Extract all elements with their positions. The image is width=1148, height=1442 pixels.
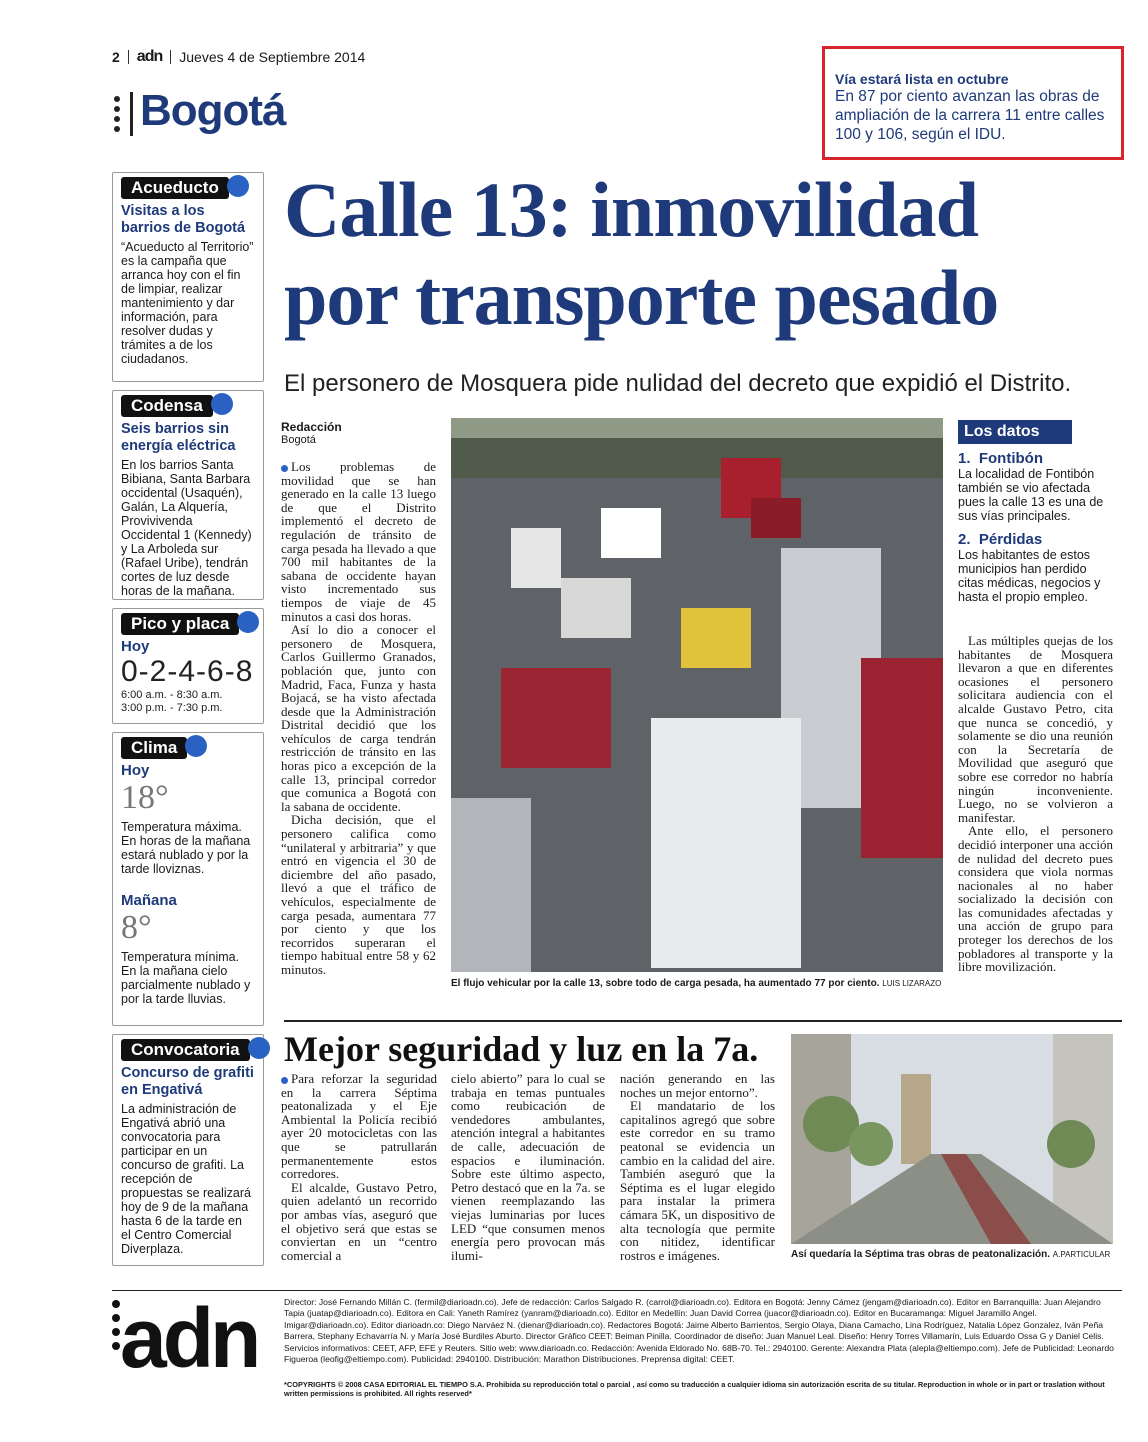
- acueducto-label: Acueducto: [121, 177, 229, 199]
- byline: Redacción: [281, 420, 342, 434]
- page-header: [112, 48, 365, 66]
- convocatoria-text: La administración de Engativá abrió una convocatoria para participar en un concurso de grafiti. La recepción de propuestas se realizará hoy de 9 de la mañana hasta 6 de la tarde en el Centro Comercial Diverplaza.: [121, 1102, 251, 1256]
- datos-item-2-text: Los habitantes de estos municipios han perdido citas médicas, negocios y hasta el propio empleo.: [958, 548, 1101, 604]
- story2-photo-credit: A.PARTICULAR: [1052, 1250, 1111, 1259]
- copyright: *COPYRIGHTS © 2008 CASA EDITORIAL EL TIEMPO S.A. Prohibida su reproducción total o parcial , así como su traducción a cualquier idioma sin autorización escrita de su titular. Reproduction in whole or in part or traslation without written permissions is prohibited. All rights reserved*: [284, 1380, 1105, 1398]
- callout-body: En 87 por ciento avanzan las obras de ampliación de la carrera 11 entre calles 100 y 106, según el IDU.: [835, 88, 1105, 143]
- sidebar-codensa: [112, 390, 264, 600]
- section-title: Bogotá: [140, 86, 286, 135]
- clima-label: Clima: [121, 737, 187, 759]
- datos-label: Los datos: [958, 420, 1072, 444]
- footer-dots-icon: [112, 1300, 120, 1350]
- acueducto-heading: Visitas a los barrios de Bogotá: [121, 203, 246, 236]
- temp-hoy: 18°: [121, 779, 169, 816]
- clima-manana-text: Temperatura mínima. En la mañana cielo parcialmente nublado y por la tarde lluvias.: [121, 950, 251, 1006]
- divider: [130, 92, 133, 136]
- headline-line-2: por transporte pesado: [284, 254, 999, 341]
- photo-credit: LUIS LIZARAZO: [882, 979, 942, 988]
- septima-rendering: [791, 1034, 1113, 1244]
- adn-logo-small: adn: [136, 48, 163, 65]
- clima-hoy: Hoy: [121, 762, 150, 779]
- section-dots-icon: [112, 96, 122, 132]
- article-column-3: Las múltiples quejas de los habitantes de Mosquera llevaron a que en diferentes ocasiones el personero solicitara audiencia con el alcalde Gustavo Petro, cita que nunca se concedió, y solamente se dio una reunión con la Secretaría de Movilidad que aseguró que sobre ese corredor no habría ningún inconveniente. Luego, no se volvieron a manifestar. Ante ello, el personero decidió interponer una acción de nulidad del decreto pues considera que viola normas nacionales al no haber socializado la decisión con las comunidades afectadas y una acción de grupo para proteger los derechos de los pobladores al transporte y la libre movilización.: [958, 633, 1113, 975]
- callout-box: [822, 46, 1124, 160]
- staff-credits: Director: José Fernando Millán C. (fermil@diarioadn.co). Jefe de redacción: Carlos Salgado R. (carrol@diarioadn.co). Editora en Bogotá: Jenny Cámez (jengam@diarioadn.co). Editor en Barranquilla: Juan Alejandro Tapia (juatap@diarioadn.co). Editora en Cali: Yaneth Ramírez (yanram@diarioadn.co). Editor en Medellín: Juan David Correa (juacor@diarioadn.co). Editor en Bucaramanga: Miguel Jaramillo Angel. Imigar@diarioadn.co). Editor diarioadn.co: Diego Narváez N. (dienar@diarioadn.co). Redactores Bogotá: Jaime Alberto Barrientos, Sergio Olaya, Diana Camacho, Lina Rodríguez, Natalia López Gonzalez, Iván Peña Barrera, Stephany Echavarría N. y María José Burdiles Aburto. Director Gráfico CEET: Beiman Pinilla. Coordinador de diseño: Juan Manuel Leal. Diseño: Henry Torres Villamarín, Luis Eduardo Ossa G y Daniel Celis. Servicios informativos: CEET, AFP, EFE y Reuters. Sitio web: www.diarioadn.co. Redacción: Avenida Eldorado No. 68B-70. Tel.: 2940100. Gerente: Alexandra Plata (alepla@eltiempo.com). Jefe de Publicidad: Leonardo Figueroa (leofig@eltiempo.com). Publicidad: 2940100. Distribución: Marathon Distribuciones. Preprensa digital: CEET.: [284, 1297, 1114, 1365]
- convocatoria-heading: Concurso de grafiti en Engativá: [121, 1065, 254, 1098]
- pico-hours-2: 3:00 p.m. - 7:30 p.m.: [121, 702, 223, 714]
- speech-bubble-icon: [185, 735, 207, 757]
- speech-bubble-icon: [248, 1037, 270, 1059]
- photo-caption: El flujo vehicular por la calle 13, sobre todo de carga pesada, ha aumentado 77 por ciento. LUIS LIZARAZO: [451, 978, 942, 989]
- datos-item-1-text: La localidad de Fontibón también se vio afectada pues la calle 13 es una de sus vías principales.: [958, 467, 1104, 523]
- codensa-text: En los barrios Santa Bibiana, Santa Barbara occidental (Usaquén), Galán, La Alquería, Provivivenda Occidental 1 (Kennedy) y La Arboleda sur (Rafael Uribe), tendrán cortes de luz desde horas de la mañana.: [121, 458, 252, 598]
- article-body: Los problemas de movilidad que se han generado en la calle 13 luego de que el Distrito implementó el decreto de regulación de tránsito de carga pesada ha llevado a que 700 mil habitantes de la sabana de occidente hayan visto incrementado sus tiempos de viaje de 45 minutos a casi dos horas. Así lo dio a conocer el personero de Mosquera, Carlos Guillermo Granados, población que, junto con Madrid, Faca, Funza y hasta Bojacá, se ha visto afectada desde que la Administración Distrital decidió que los vehículos de carga tendrán restricción de tránsito en las horas pico a excepción de la calle 13, principal corredor que comunica a Bogotá con la sabana de occidente. Dicha decisión, que el personero califica como “unilateral y arbitraria” y que entró en vigencia el 30 de diciembre del año pasado, llevó a que el tráfico de vehículos, especialmente de carga pesada, aumentara 77 por ciento y que los recorridos superaran el tiempo habitual entre 58 y 62 minutos.: [281, 459, 436, 977]
- sidebar-acueducto: [112, 172, 264, 382]
- page-number: 2: [112, 49, 120, 65]
- codensa-heading: Seis barrios sin energía eléctrica: [121, 421, 236, 454]
- deck: El personero de Mosquera pide nulidad del decreto que expidió el Distrito.: [284, 370, 1072, 397]
- article-column-1: [281, 420, 436, 977]
- story2-column-2: cielo abierto” para lo cual se trabaja en temas puntuales como reubicación de vendedores ambulantes, atención integral a habitantes de calle, adecuación de espacios e iluminación. Sobre este último aspecto, Petro destacó que en la 7a. se vienen reemplazando las viejas luminarias por luces LED “que consumen menos energía pero provocan más ilumi-: [451, 1071, 605, 1263]
- divider: [284, 1020, 1122, 1022]
- speech-bubble-icon: [211, 393, 233, 415]
- adn-logo: adn: [120, 1291, 258, 1385]
- datos-item-2-title: 2. Pérdidas: [958, 531, 1043, 548]
- story2-headline: Mejor seguridad y luz en la 7a.: [284, 1029, 759, 1069]
- byline-city: Bogotá: [281, 434, 316, 446]
- sidebar-convocatoria: [112, 1034, 264, 1266]
- story2-column-1: Para reforzar la seguridad en la carrera Séptima peatonalizada y el Eje Ambiental la Policía recibió ayer 20 motocicletas con las que se patrullarán permanentemente estos corredores. El alcalde, Gustavo Petro, quien adelantó un recorrido por ambas vías, aseguró que el objetivo será que estas se conviertan en un “centro comercial a: [281, 1071, 437, 1263]
- divider: [112, 1290, 1122, 1291]
- pico-hours-1: 6:00 a.m. - 8:30 a.m.: [121, 689, 223, 701]
- datos-box: [958, 450, 1114, 604]
- divider: [128, 50, 129, 64]
- bullet-icon: [281, 465, 288, 472]
- bullet-icon: [281, 1077, 288, 1084]
- traffic-photo: [451, 418, 943, 972]
- temp-manana: 8°: [121, 909, 152, 946]
- headline-line-1: Calle 13: inmovilidad: [284, 166, 979, 253]
- sidebar-pico-placa: [112, 608, 264, 724]
- datos-item-1-title: 1. Fontibón: [958, 450, 1043, 467]
- story2-photo-caption: Así quedaría la Séptima tras obras de peatonalización. A.PARTICULAR: [791, 1249, 1111, 1260]
- sidebar-clima: [112, 732, 264, 1026]
- clima-hoy-text: Temperatura máxima. En horas de la mañana estará nublado y por la tarde lloviznas.: [121, 820, 251, 876]
- convocatoria-label: Convocatoria: [121, 1039, 250, 1061]
- speech-bubble-icon: [227, 175, 249, 197]
- clima-manana: Mañana: [121, 892, 177, 909]
- pico-placa-label: Pico y placa: [121, 613, 239, 635]
- issue-date: Jueves 4 de Septiembre 2014: [179, 49, 366, 65]
- story2-column-3: nación generando en las noches un mejor entorno”. El mandatario de los capitalinos agregó que sobre este corredor en su tramo peatonal se evidencia un cambio en la calidad del aire. También aseguró que la Séptima es el lugar elegido para instalar la primera cámara 5K, un dispositivo de alta tecnología que permite con nitidez, identificar rostros e imágenes.: [620, 1071, 775, 1263]
- pico-hoy: Hoy: [121, 638, 150, 655]
- codensa-label: Codensa: [121, 395, 213, 417]
- pico-digits: 0-2-4-6-8: [121, 655, 254, 688]
- divider: [170, 50, 171, 64]
- callout-title: Vía estará lista en octubre: [835, 71, 1009, 87]
- speech-bubble-icon: [237, 611, 259, 633]
- main-headline: [284, 166, 1124, 342]
- acueducto-text: “Acueducto al Territorio” es la campaña que arranca hoy con el fin de limpiar, realizar mantenimiento y dar información, para resolver dudas y trámites a de los ciudadanos.: [121, 240, 254, 366]
